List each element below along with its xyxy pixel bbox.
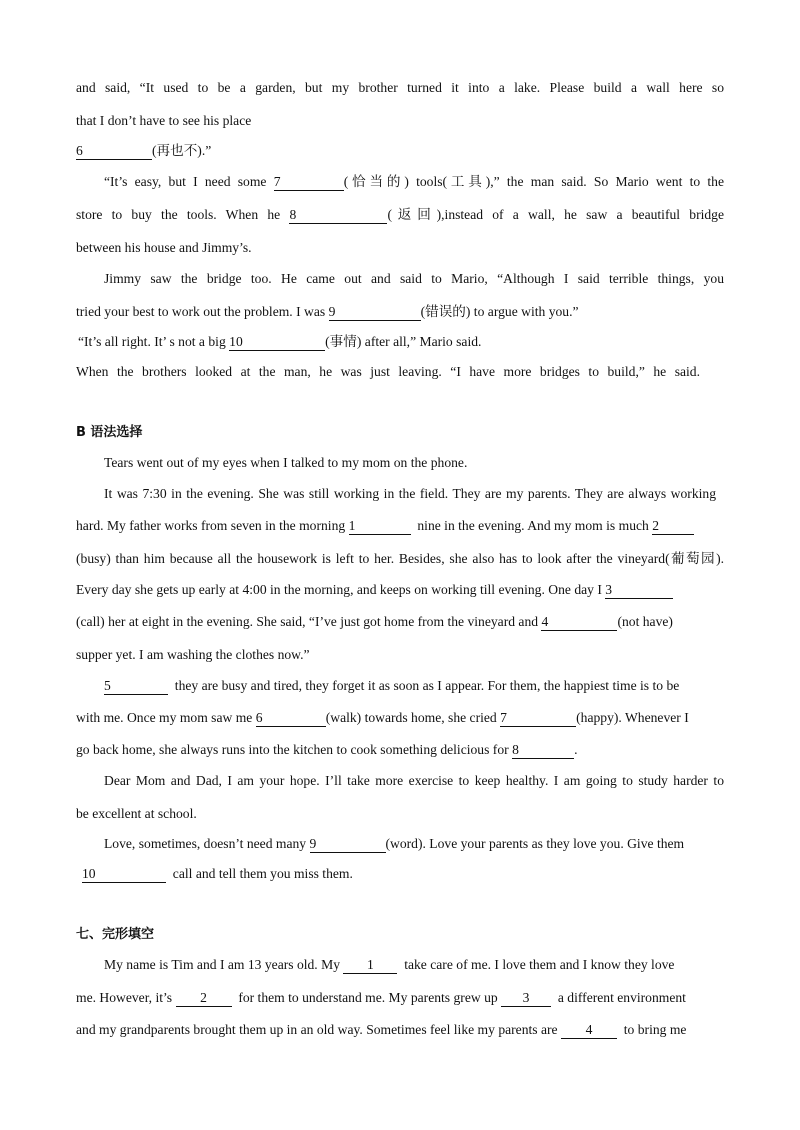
text-line [76, 517, 724, 535]
blank-6[interactable]: 6 [76, 143, 152, 160]
text-line: Jimmy saw the bridge too. He came out and said to Mario, “Although I said terrible things, you [104, 271, 724, 286]
text-line [104, 677, 724, 695]
text-segment: and my grandparents brought them up in an old way. Sometimes feel like my parents are [76, 1022, 558, 1037]
text-line [104, 835, 724, 853]
blank-7[interactable]: 7 [274, 174, 344, 191]
blank-b6[interactable]: 6 [256, 710, 326, 727]
text-segment: My name is Tim and I am 13 years old. My [104, 957, 340, 972]
text-line [82, 865, 730, 883]
text-line: that I don’t have to see his place [76, 113, 252, 128]
blank-b5[interactable]: 5 [104, 678, 168, 695]
text-segment: (word). Love your parents as they love you. Give them [385, 836, 685, 851]
text-line [76, 303, 724, 321]
text-segment: they are busy and tired, they forget it as soon as I appear. For them, the happiest time is to be [174, 678, 680, 693]
text-line: Dear Mom and Dad, I am your hope. I’ll take more exercise to keep healthy. I am going to study harder to [104, 773, 724, 788]
text-segment: . [574, 742, 578, 757]
blank-9[interactable]: 9 [329, 304, 421, 321]
text-line [76, 1021, 724, 1039]
blank-c4[interactable]: 4 [561, 1022, 617, 1039]
text-segment: (walk) towards home, she cried [325, 710, 497, 725]
text-segment: (happy). Whenever I [576, 710, 689, 725]
text-segment: with me. Once my mom saw me [76, 710, 253, 725]
text-line [76, 206, 724, 224]
text-line [76, 741, 724, 759]
text-line [76, 613, 724, 631]
text-segment: store to buy the tools. When he [76, 207, 281, 222]
text-segment: (恰当的) tools(工具),” the man said. So Mario went to the [343, 174, 724, 189]
text-line [78, 333, 726, 351]
blank-b7[interactable]: 7 [500, 710, 576, 727]
blank-c2[interactable]: 2 [176, 990, 232, 1007]
text-segment: (not have) [617, 614, 673, 629]
blank-b8[interactable]: 8 [512, 742, 574, 759]
blank-b2[interactable]: 2 [652, 518, 694, 535]
text-line [76, 709, 724, 727]
text-segment: a different environment [557, 990, 686, 1005]
text-line: When the brothers looked at the man, he was just leaving. “I have more bridges to build,” he said. [76, 364, 700, 379]
text-segment: tried your best to work out the problem. I was [76, 304, 326, 319]
text-segment: (错误的) to argue with you.” [420, 304, 579, 319]
text-segment: me. However, it’s [76, 990, 173, 1005]
text-line [76, 581, 724, 599]
text-segment: (call) her at eight in the evening. She said, “I’ve just got home from the vineyard and [76, 614, 539, 629]
text-segment: nine in the evening. And my mom is much [417, 518, 649, 533]
text-segment: go back home, she always runs into the kitchen to cook something delicious for [76, 742, 509, 757]
text-segment: Love, sometimes, doesn’t need many [104, 836, 307, 851]
text-segment: for them to understand me. My parents grew up [238, 990, 498, 1005]
blank-b1[interactable]: 1 [349, 518, 411, 535]
text-segment: (事情) after all,” Mario said. [325, 334, 482, 349]
blank-b4[interactable]: 4 [541, 614, 617, 631]
text-segment: call and tell them you miss them. [172, 866, 353, 881]
text-segment: hard. My father works from seven in the morning [76, 518, 346, 533]
blank-c1[interactable]: 1 [343, 957, 397, 974]
section-heading: 七、完形填空 [76, 927, 155, 942]
blank-8[interactable]: 8 [289, 207, 387, 224]
text-segment: (返回),instead of a wall, he saw a beautiful bridge [387, 207, 725, 222]
blank-b10[interactable]: 10 [82, 866, 166, 883]
text-line: Tears went out of my eyes when I talked to my mom on the phone. [104, 455, 468, 470]
section-heading: B 语法选择 [76, 425, 143, 440]
text-line: and said, “It used to be a garden, but my brother turned it into a lake. Please build a wall here so [76, 80, 724, 95]
text-segment: take care of me. I love them and I know they love [404, 957, 675, 972]
text-line: (busy) than him because all the housework is left to her. Besides, she also has to look after the vineyard(葡萄园). [76, 551, 724, 566]
text-line [104, 173, 724, 191]
text-segment: “It’s easy, but I need some [104, 174, 267, 189]
text-line: It was 7:30 in the evening. She was still working in the field. They are my parents. They are always working [104, 486, 716, 501]
text-line [76, 142, 724, 160]
blank-b3[interactable]: 3 [605, 582, 673, 599]
text-segment: “It’s all right. It’ s not a big [78, 334, 226, 349]
text-line: between his house and Jimmy’s. [76, 240, 252, 255]
text-line [104, 956, 724, 974]
text-line [76, 989, 724, 1007]
hint-text: (再也不).” [152, 143, 212, 158]
blank-10[interactable]: 10 [229, 334, 325, 351]
blank-c3[interactable]: 3 [501, 990, 551, 1007]
text-line: supper yet. I am washing the clothes now.” [76, 647, 310, 662]
text-segment: to bring me [623, 1022, 687, 1037]
text-line: be excellent at school. [76, 806, 197, 821]
blank-b9[interactable]: 9 [310, 836, 386, 853]
text-segment: Every day she gets up early at 4:00 in the morning, and keeps on working till evening. One day I [76, 582, 602, 597]
